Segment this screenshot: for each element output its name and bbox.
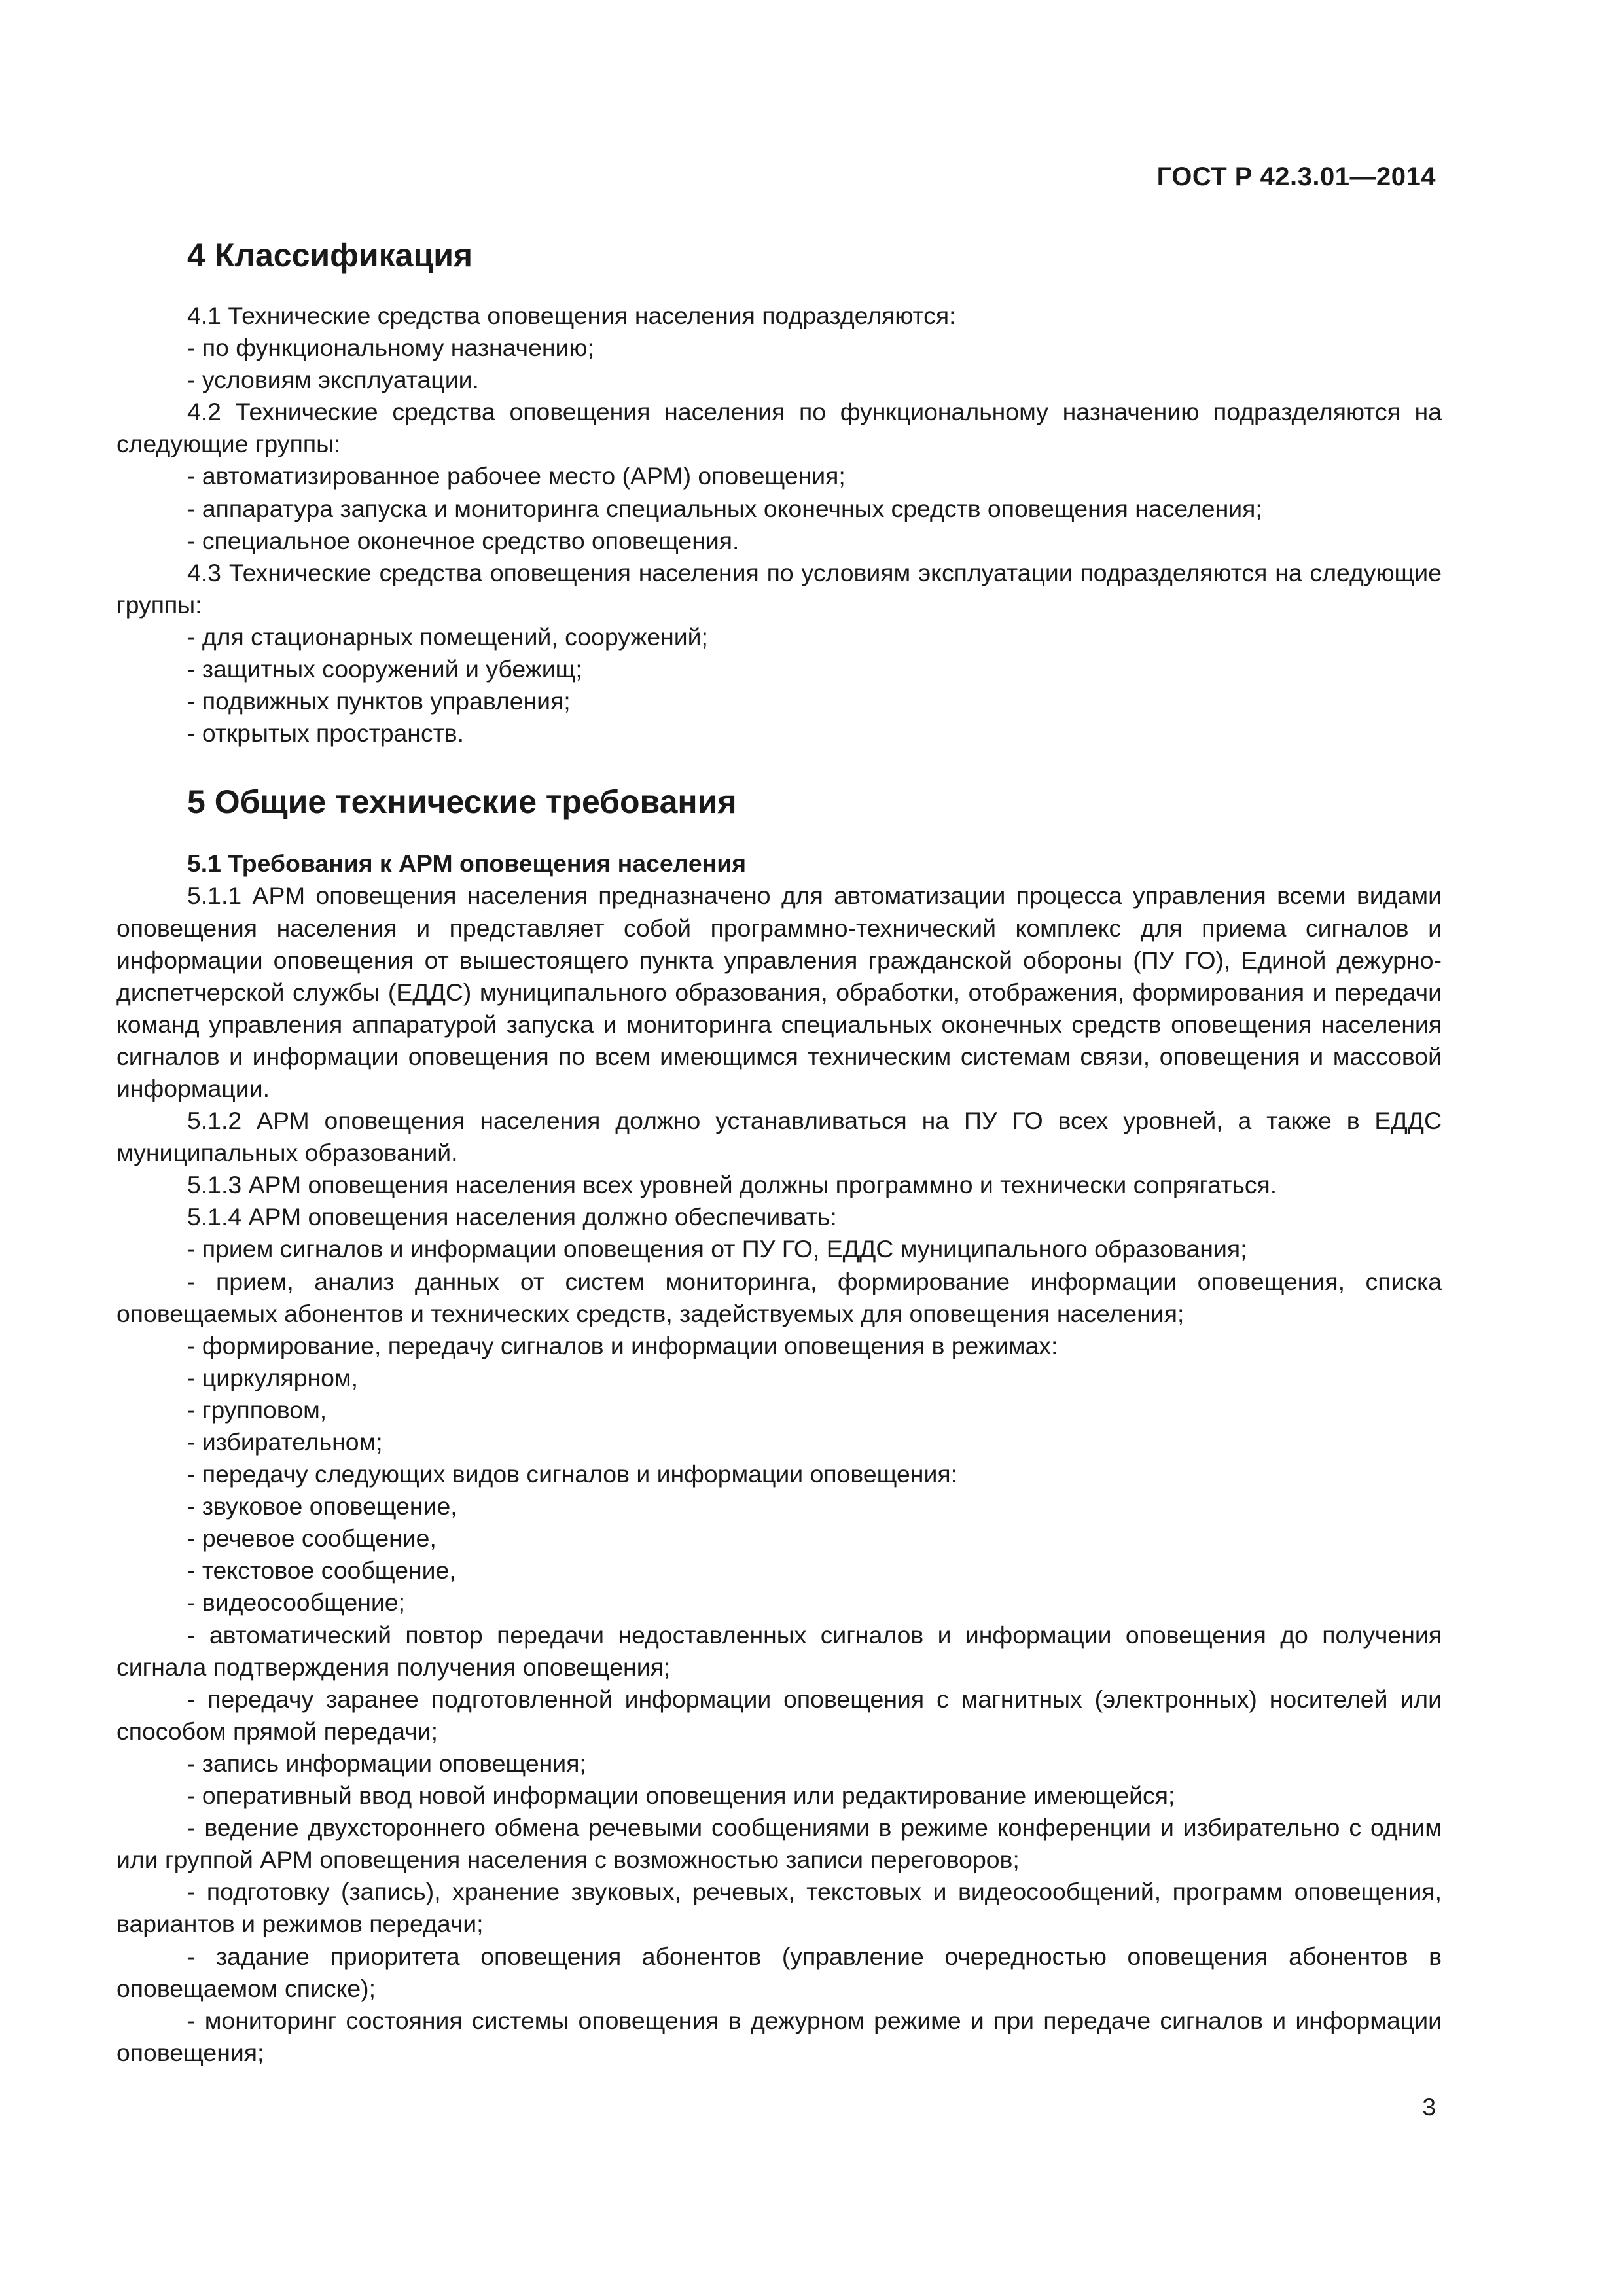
- list-item: - речевое сообщение,: [187, 1524, 437, 1552]
- paragraph: 4.3 Технические средства оповещения населения по условиям эксплуатации подразделяются на следующие группы:: [116, 558, 1442, 619]
- page-number: 3: [1422, 2093, 1436, 2121]
- section-5-heading: 5 Общие технические требования: [187, 783, 737, 821]
- paragraph: 4.1 Технические средства оповещения населения подразделяются:: [187, 302, 956, 329]
- list-item: - групповом,: [187, 1395, 327, 1424]
- page-content: [116, 229, 1442, 2069]
- list-item: - прием сигналов и информации оповещения от ПУ ГО, ЕДДС муниципального образования;: [187, 1235, 1247, 1263]
- list-item: - прием, анализ данных от систем мониторинга, формирование информации оповещения, списка оповещаемых абонентов и технических средств, задействуемых для оповещения населения;: [116, 1267, 1442, 1327]
- list-item: - автоматизированное рабочее место (АРМ) оповещения;: [187, 462, 846, 490]
- list-item: - звуковое оповещение,: [187, 1492, 457, 1520]
- list-item: - видеосообщение;: [187, 1588, 405, 1617]
- subsection-5-1-heading: 5.1 Требования к АРМ оповещения населения: [187, 850, 747, 878]
- list-item: - аппаратура запуска и мониторинга специальных оконечных средств оповещения населения;: [187, 494, 1262, 522]
- list-item: - мониторинг состояния системы оповещения в дежурном режиме и при передаче сигналов и информации оповещения;: [116, 2006, 1442, 2066]
- list-item: - оперативный ввод новой информации оповещения или редактирование имеющейся;: [187, 1782, 1175, 1810]
- paragraph: 5.1.2 АРМ оповещения населения должно устанавливаться на ПУ ГО всех уровней, а также в ЕДДС муниципальных образований.: [116, 1107, 1442, 1167]
- list-item: - запись информации оповещения;: [187, 1749, 586, 1777]
- list-item: - открытых пространств.: [187, 719, 465, 747]
- list-item: - подвижных пунктов управления;: [187, 687, 571, 715]
- list-item: - по функциональному назначению;: [187, 334, 594, 362]
- list-item: - передачу следующих видов сигналов и информации оповещения:: [187, 1460, 957, 1488]
- list-item: - подготовку (запись), хранение звуковых, речевых, текстовых и видеосообщений, программ оповещения, вариантов и режимов передачи;: [116, 1878, 1442, 1938]
- paragraph: 4.2 Технические средства оповещения населения по функциональному назначению подразделяются на следующие группы:: [116, 398, 1442, 458]
- paragraph: 5.1.1 АРМ оповещения населения предназначено для автоматизации процесса управления всеми видами оповещения населения и представляет собой программно-технический комплекс для приема сигналов и информации оповещения от вышестоящего пункта управления гражданской обороны (ПУ ГО), Единой дежурно-диспетчерской службы (ЕДДС) муниципального образования, обработки, отображения, формирования и передачи команд управления аппаратурой запуска и мониторинга специальных оконечных средств оповещения населения сигналов и информации оповещения по всем имеющимся техническим системам связи, оповещения и массовой информации.: [116, 882, 1442, 1102]
- list-item: - циркулярном,: [187, 1363, 358, 1391]
- list-item: - условиям эксплуатации.: [187, 366, 479, 394]
- section-4-heading: 4 Классификация: [187, 237, 473, 274]
- document-code: ГОСТ Р 42.3.01—2014: [1156, 162, 1436, 191]
- list-item: - формирование, передачу сигналов и информации оповещения в режимах:: [187, 1331, 1058, 1359]
- list-item: - специальное оконечное средство оповещения.: [187, 526, 740, 554]
- list-item: - текстовое сообщение,: [187, 1556, 456, 1585]
- list-item: - передачу заранее подготовленной информации оповещения с магнитных (электронных) носителей или способом прямой передачи;: [116, 1685, 1442, 1745]
- list-item: - автоматический повтор передачи недоставленных сигналов и информации оповещения до получения сигнала подтверждения получения оповещения;: [116, 1621, 1442, 1681]
- paragraph: 5.1.3 АРМ оповещения населения всех уровней должны программно и технически сопрягаться.: [187, 1171, 1277, 1199]
- list-item: - ведение двухстороннего обмена речевыми сообщениями в режиме конференции и избирательно с одним или группой АРМ оповещения населения с возможностью записи переговоров;: [116, 1814, 1442, 1874]
- paragraph: 5.1.4 АРМ оповещения населения должно обеспечивать:: [187, 1203, 837, 1231]
- list-item: - для стационарных помещений, сооружений;: [187, 622, 708, 651]
- list-item: - избирательном;: [187, 1428, 383, 1456]
- list-item: - задание приоритета оповещения абонентов (управление очередностью оповещения абонентов в оповещаемом списке);: [116, 1942, 1442, 2002]
- list-item: - защитных сооружений и убежищ;: [187, 655, 582, 683]
